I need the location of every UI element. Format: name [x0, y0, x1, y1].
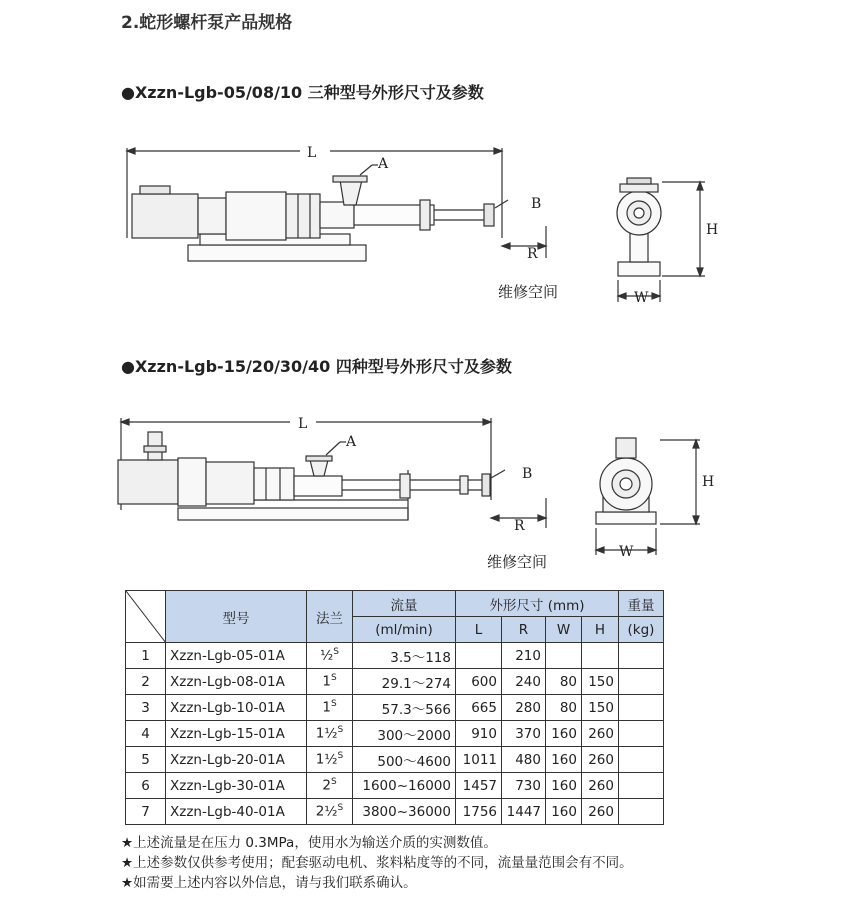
g1-label-A: A — [378, 156, 389, 172]
row-L: 1011 — [456, 747, 502, 773]
row-R: 240 — [502, 669, 546, 695]
group1-title: ●Xzzn-Lgb-05/08/10 三种型号外形尺寸及参数 — [121, 83, 484, 102]
row-H: 260 — [582, 747, 619, 773]
header-weight: 重量 — [619, 591, 664, 617]
row-flange: 1½$^S$ — [307, 747, 353, 773]
row-model: Xzzn-Lgb-30-01A — [166, 773, 307, 799]
row-weight — [619, 695, 664, 721]
table-row — [126, 695, 664, 721]
row-H — [582, 643, 619, 669]
row-L — [456, 643, 502, 669]
row-W: 80 — [546, 669, 582, 695]
note-1: ★上述流量是在压力 0.3MPa，使用水为输送介质的实测数值。 — [121, 835, 497, 851]
table-row — [126, 773, 664, 799]
g1-label-W: W — [634, 290, 649, 306]
header-H: H — [582, 617, 619, 643]
row-no: 6 — [126, 773, 166, 799]
row-flange: $1^S$ — [307, 695, 353, 721]
g2-label-R: R — [514, 518, 525, 534]
row-flange: 2½$^S$ — [307, 799, 353, 825]
row-model: Xzzn-Lgb-08-01A — [166, 669, 307, 695]
row-H: 150 — [582, 669, 619, 695]
table-corner-cell — [126, 591, 166, 643]
row-W: 160 — [546, 773, 582, 799]
row-flange: 1½$^S$ — [307, 721, 353, 747]
row-flow: 3.5～118 — [353, 643, 456, 669]
row-no: 2 — [126, 669, 166, 695]
row-weight — [619, 773, 664, 799]
row-R: 730 — [502, 773, 546, 799]
table-row — [126, 721, 664, 747]
g2-label-L: L — [298, 416, 308, 432]
row-flow: 500～4600 — [353, 747, 456, 773]
row-no: 5 — [126, 747, 166, 773]
row-no: 3 — [126, 695, 166, 721]
row-model: Xzzn-Lgb-20-01A — [166, 747, 307, 773]
g1-label-R: R — [527, 246, 538, 262]
row-R: 280 — [502, 695, 546, 721]
table-row — [126, 799, 664, 825]
row-R: 480 — [502, 747, 546, 773]
group2-title: ●Xzzn-Lgb-15/20/30/40 四种型号外形尺寸及参数 — [121, 357, 512, 376]
row-W — [546, 643, 582, 669]
row-W: 160 — [546, 799, 582, 825]
g2-label-W: W — [619, 544, 634, 560]
row-L: 1457 — [456, 773, 502, 799]
header-model: 型号 — [166, 591, 307, 643]
row-flow: 57.3～566 — [353, 695, 456, 721]
row-W: 80 — [546, 695, 582, 721]
row-model: Xzzn-Lgb-10-01A — [166, 695, 307, 721]
row-L: 1756 — [456, 799, 502, 825]
row-no: 7 — [126, 799, 166, 825]
row-flange: ½$^S$ — [307, 643, 353, 669]
spec-table — [125, 590, 664, 825]
row-flow: 3800~36000 — [353, 799, 456, 825]
row-model: Xzzn-Lgb-40-01A — [166, 799, 307, 825]
row-weight — [619, 799, 664, 825]
group1-maintenance-label: 维修空间 — [498, 283, 559, 301]
section-title: 2.蛇形螺杆泵产品规格 — [121, 13, 293, 33]
row-R: 370 — [502, 721, 546, 747]
row-H: 260 — [582, 721, 619, 747]
g2-label-H: H — [702, 474, 715, 490]
row-weight — [619, 747, 664, 773]
row-weight — [619, 669, 664, 695]
row-weight — [619, 721, 664, 747]
header-flow-unit: (ml/min) — [353, 617, 456, 643]
row-H: 260 — [582, 799, 619, 825]
note-3: ★如需要上述内容以外信息，请与我们联系确认。 — [121, 875, 417, 891]
g2-label-B: B — [522, 466, 533, 482]
note-2: ★上述参数仅供参考使用；配套驱动电机、浆料粘度等的不同，流量量范围会有不同。 — [121, 855, 633, 871]
row-flange: $2^S$ — [307, 773, 353, 799]
row-H: 150 — [582, 695, 619, 721]
row-model: Xzzn-Lgb-05-01A — [166, 643, 307, 669]
row-weight — [619, 643, 664, 669]
row-no: 1 — [126, 643, 166, 669]
g1-label-H: H — [706, 222, 719, 238]
row-flow: 1600~16000 — [353, 773, 456, 799]
row-R: 1447 — [502, 799, 546, 825]
row-flow: 300～2000 — [353, 721, 456, 747]
row-no: 4 — [126, 721, 166, 747]
table-row — [126, 669, 664, 695]
g1-label-B: B — [531, 196, 542, 212]
row-W: 160 — [546, 747, 582, 773]
row-R: 210 — [502, 643, 546, 669]
row-flange: $1^S$ — [307, 669, 353, 695]
row-H: 260 — [582, 773, 619, 799]
table-row — [126, 747, 664, 773]
header-weight-unit: (kg) — [619, 617, 664, 643]
header-dims: 外形尺寸 (mm) — [456, 591, 619, 617]
row-L: 665 — [456, 695, 502, 721]
group2-maintenance-label: 维修空间 — [487, 553, 548, 571]
g1-label-L: L — [307, 145, 317, 161]
row-L: 910 — [456, 721, 502, 747]
g2-label-A: A — [346, 434, 357, 450]
row-W: 160 — [546, 721, 582, 747]
header-flow: 流量 — [353, 591, 456, 617]
row-L: 600 — [456, 669, 502, 695]
row-flow: 29.1～274 — [353, 669, 456, 695]
header-L: L — [456, 617, 502, 643]
header-flange: 法兰 — [307, 591, 353, 643]
table-row — [126, 643, 664, 669]
header-R: R — [502, 617, 546, 643]
header-W: W — [546, 617, 582, 643]
row-model: Xzzn-Lgb-15-01A — [166, 721, 307, 747]
